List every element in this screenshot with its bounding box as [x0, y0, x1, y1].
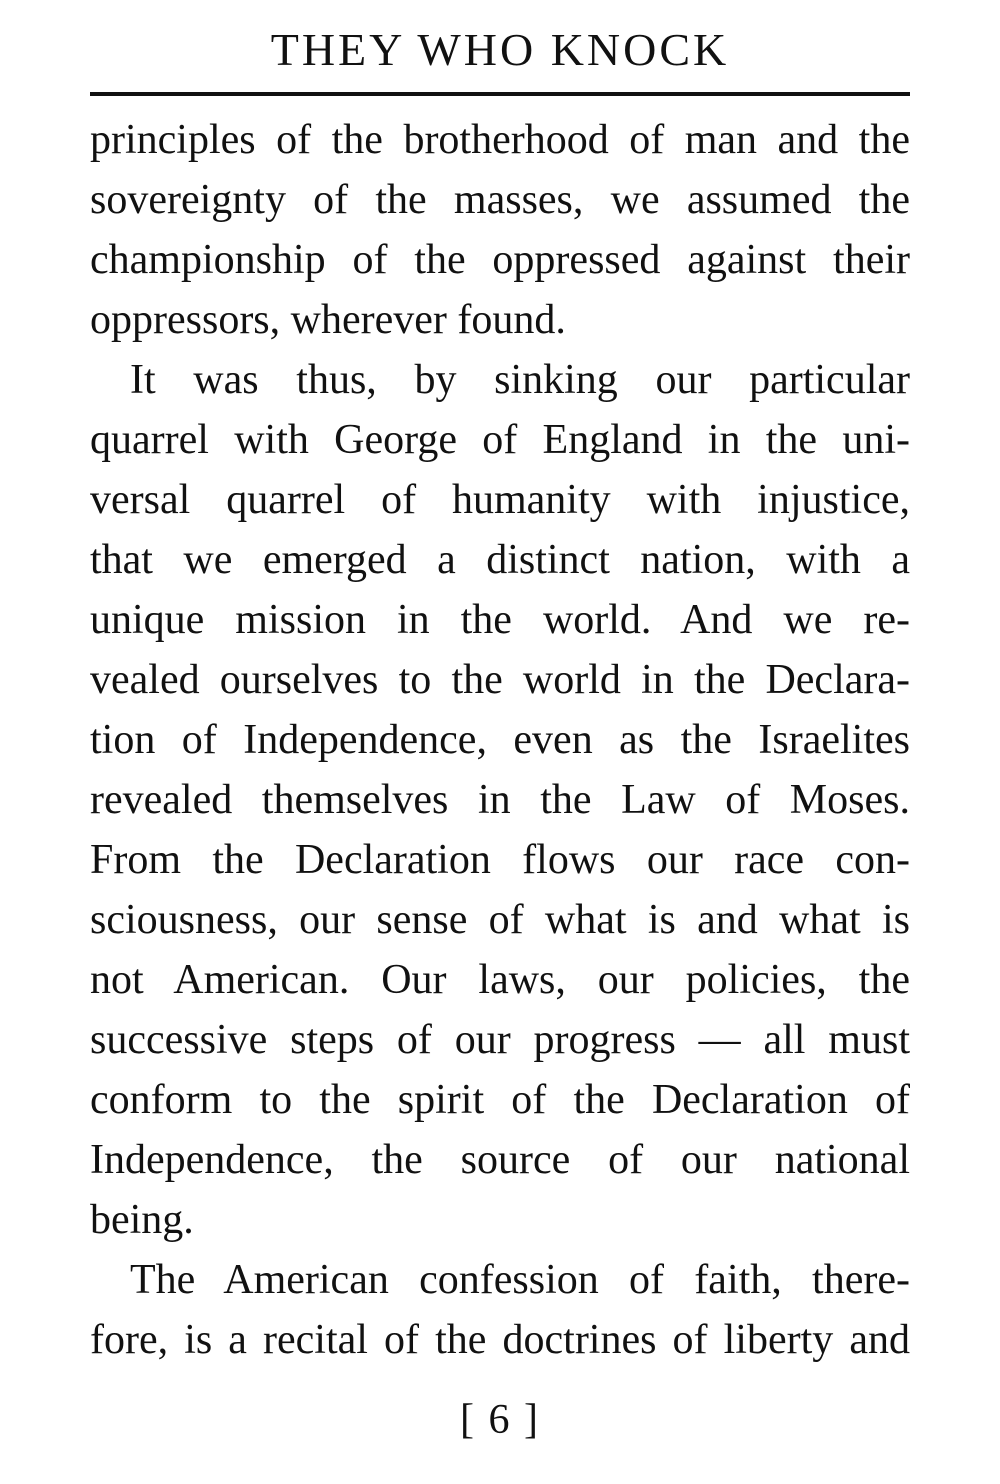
text-line: not American. Our laws, our policies, the [90, 957, 910, 1003]
paragraph [90, 1250, 910, 1370]
running-head: THEY WHO KNOCK [270, 24, 730, 75]
text-line: revealed themselves in the Law of Moses. [90, 777, 910, 823]
text-line: From the Declaration flows our race con- [90, 837, 910, 883]
text-line: Independence, the source of our national [90, 1137, 910, 1183]
text-line: The American confession of faith, there- [130, 1257, 910, 1303]
text-line: It was thus, by sinking our particular [130, 357, 910, 403]
text-line: fore, is a recital of the doctrines of liberty and [90, 1317, 910, 1363]
text-line: being. [90, 1197, 194, 1243]
text-line: quarrel with George of England in the uni- [90, 417, 910, 463]
text-line: vealed ourselves to the world in the Declara- [90, 657, 910, 703]
header-rule [90, 92, 910, 96]
body-text [90, 110, 910, 1370]
text-line: championship of the oppressed against their [90, 237, 910, 283]
text-line: that we emerged a distinct nation, with a [90, 537, 910, 583]
page-number: [ 6 ] [460, 1397, 540, 1443]
text-line: principles of the brotherhood of man and the [90, 117, 910, 163]
text-line: sovereignty of the masses, we assumed the [90, 177, 910, 223]
text-line: versal quarrel of humanity with injustice, [90, 477, 910, 523]
text-line: successive steps of our progress — all must [90, 1017, 910, 1063]
text-line: conform to the spirit of the Declaration of [90, 1077, 910, 1123]
paragraph [90, 110, 910, 350]
text-line: sciousness, our sense of what is and what is [90, 897, 910, 943]
text-line: unique mission in the world. And we re- [90, 597, 910, 643]
text-line: tion of Independence, even as the Israelites [90, 717, 910, 763]
paragraph [90, 350, 910, 1250]
text-line: oppressors, wherever found. [90, 297, 566, 343]
